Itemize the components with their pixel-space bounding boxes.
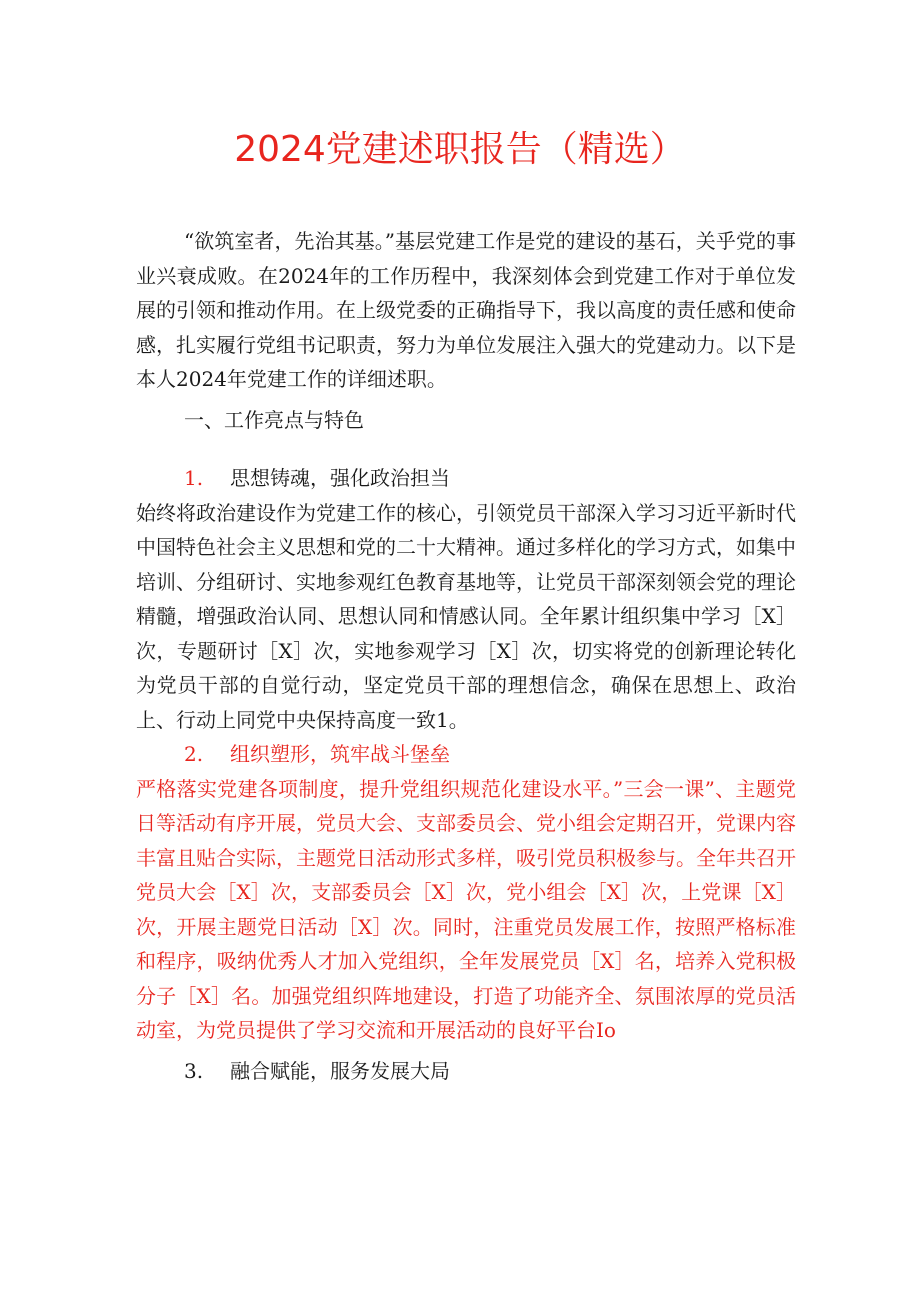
intro-paragraph: “欲筑室者，先治其基。”基层党建工作是党的建设的基石，关乎党的事业兴衰成败。在2024年的工作历程中，我深刻体会到党建工作对于单位发展的引领和推动作用。在上级党委的正确指导下，我以高度的责任感和使命感，扎实履行党组书记职责，努力为单位发展注入强大的党建动力。以下是本人2024年党建工作的详细述职。 bbox=[136, 229, 796, 391]
item-paragraph-1: 始终将政治建设作为党建工作的核心，引领党员干部深入学习习近平新时代中国特色社会主义思想和党的二十大精神。通过多样化的学习方式，如集中培训、分组研讨、实地参观红色教育基地等，让党员干部深刻领会党的理论精髓，增强政治认同、思想认同和情感认同。全年累计组织集中学习［X］次，专题研讨［X］次，实地参观学习［X］次，切实将党的创新理论转化为党员干部的自觉行动，坚定党员干部的理想信念，确保在思想上、政治上、行动上同党中央保持高度一致1。 bbox=[136, 500, 796, 732]
item-heading-3 bbox=[136, 1054, 796, 1089]
item-heading-2 bbox=[136, 737, 796, 772]
item-heading-text-2: 组织塑形，筑牢战斗堡垒 bbox=[230, 742, 450, 766]
item-number-1: 1. bbox=[184, 466, 204, 490]
item-paragraph-2: 严格落实党建各项制度，提升党组织规范化建设水平。”三会一课”、主题党日等活动有序开展，党员大会、支部委员会、党小组会定期召开，党课内容丰富且贴合实际，主题党日活动形式多样，吸引党员积极参与。全年共召开党员大会［X］次，支部委员会［X］次，党小组会［X］次，上党课［X］次，开展主题党日活动［X］次。同时，注重党员发展工作，按照严格标准和程序，吸纳优秀人才加入党组织，全年发展党员［X］名，培养入党积极分子［X］名。加强党组织阵地建设，打造了功能齐全、氛围浓厚的党员活动室，为党员提供了学习交流和开展活动的良好平台Io bbox=[136, 776, 796, 1042]
item-heading-1 bbox=[136, 461, 796, 496]
document-body bbox=[136, 224, 796, 1088]
item-number-2: 2. bbox=[184, 742, 204, 766]
item-heading-text-1: 思想铸魂，强化政治担当 bbox=[230, 466, 450, 490]
document-title: 2024党建述职报告（精选） bbox=[234, 129, 686, 170]
section-heading-1: 一、工作亮点与特色 bbox=[184, 407, 364, 432]
item-number-3: 3. bbox=[184, 1058, 204, 1083]
item-heading-text-3: 融合赋能，服务发展大局 bbox=[230, 1058, 450, 1083]
